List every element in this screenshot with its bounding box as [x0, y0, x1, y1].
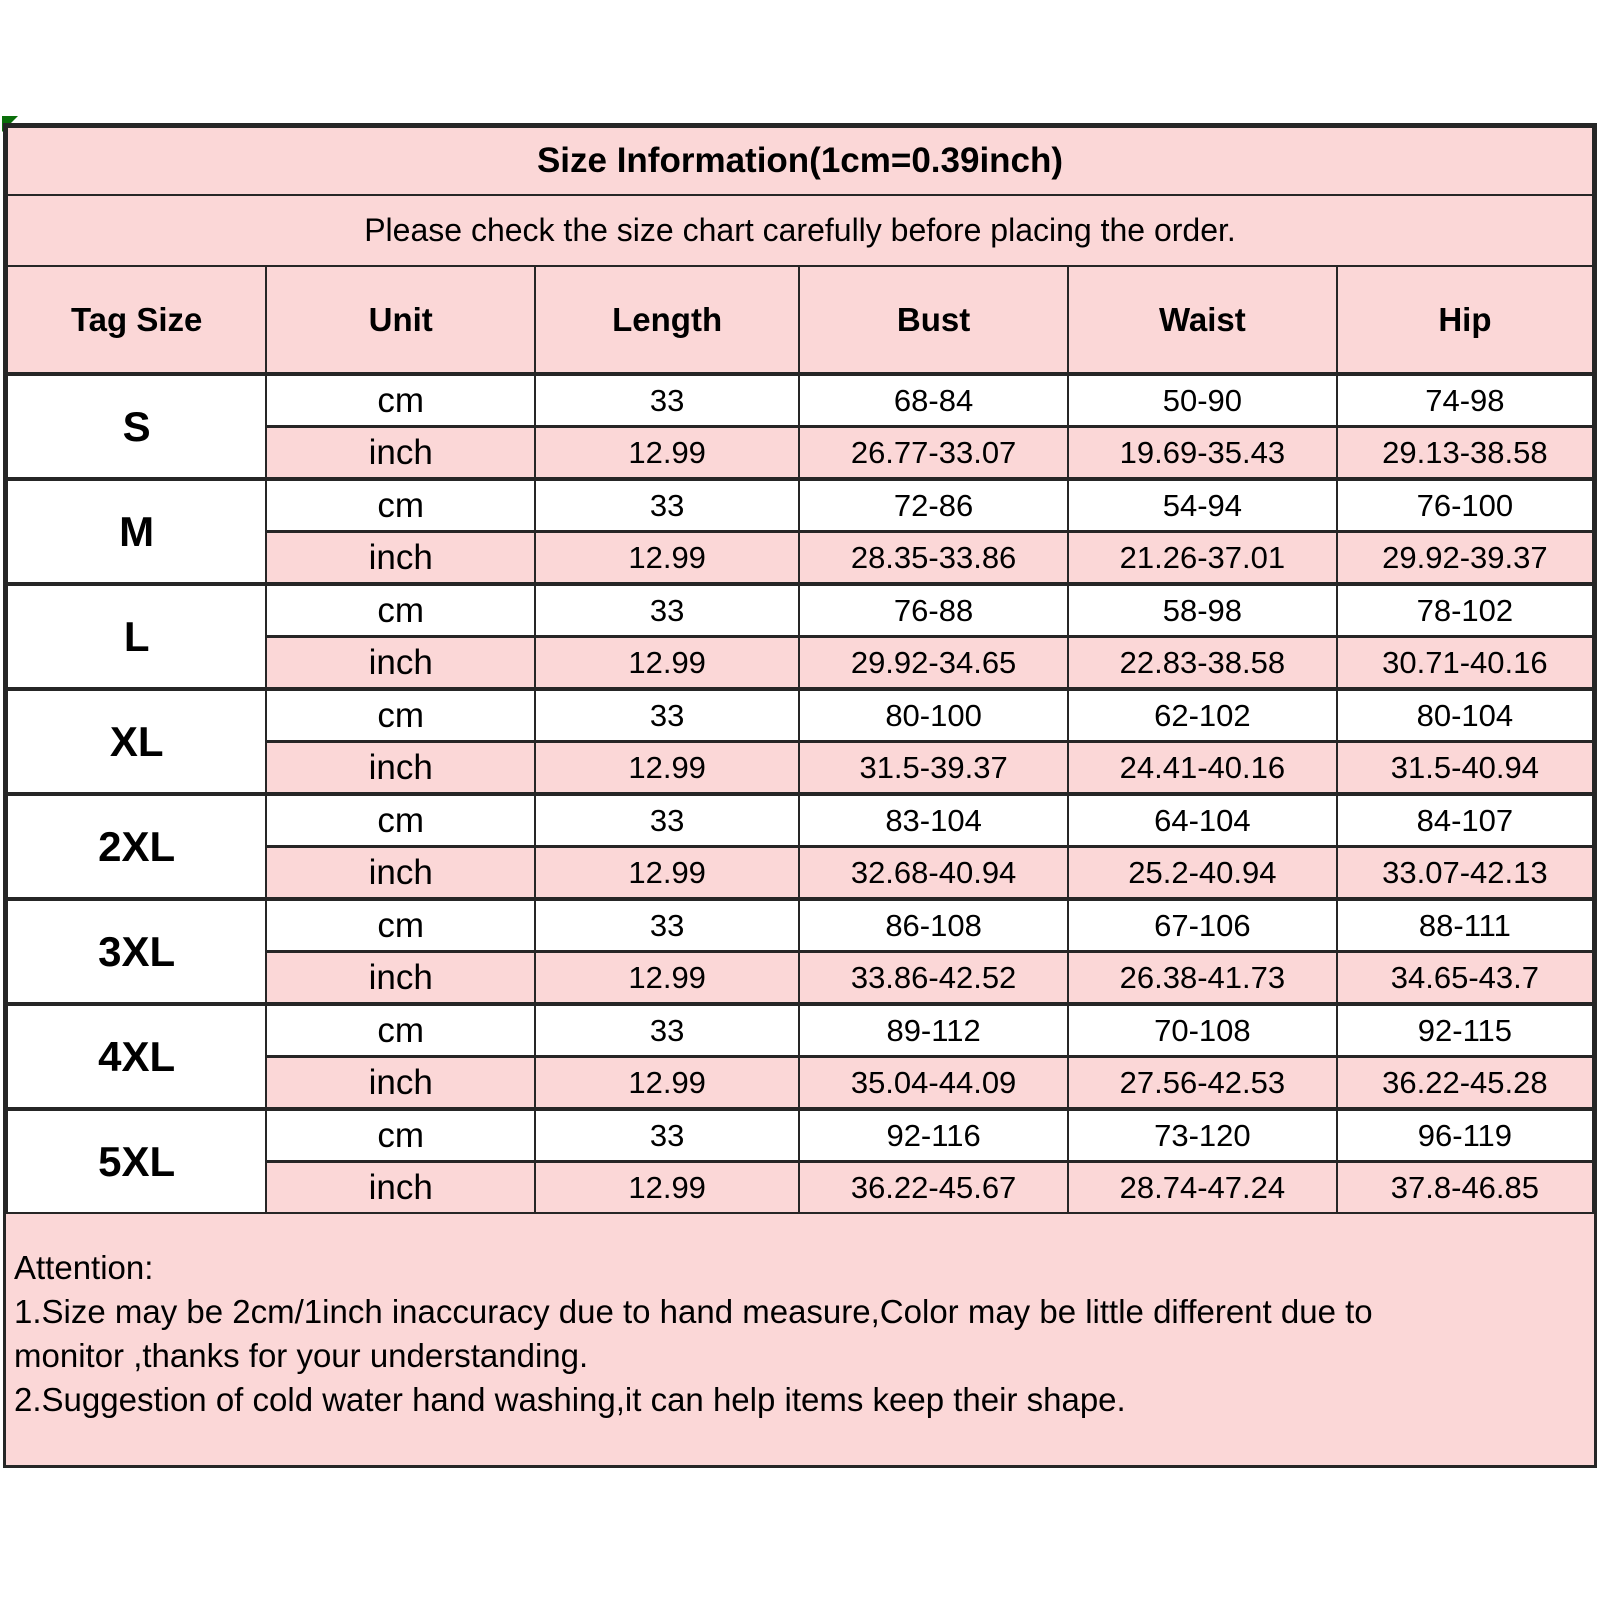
- l-cm-length: 33: [535, 584, 799, 637]
- attention-line-2: monitor ,thanks for your understanding.: [14, 1337, 589, 1374]
- 4xl-cm-hip: 92-115: [1337, 1004, 1593, 1057]
- 2xl-inch-hip: 33.07-42.13: [1337, 847, 1593, 900]
- unit-label-inch: inch: [266, 532, 535, 585]
- column-header-bust: Bust: [799, 266, 1068, 374]
- l-cm-bust: 76-88: [799, 584, 1068, 637]
- unit-label-inch: inch: [266, 952, 535, 1005]
- 3xl-cm-length: 33: [535, 899, 799, 952]
- unit-label-inch: inch: [266, 1057, 535, 1110]
- table-title: Size Information(1cm=0.39inch): [7, 127, 1593, 195]
- xl-inch-length: 12.99: [535, 742, 799, 795]
- 5xl-cm-hip: 96-119: [1337, 1109, 1593, 1162]
- title-row: [7, 127, 1593, 195]
- 3xl-inch-hip: 34.65-43.7: [1337, 952, 1593, 1005]
- attention-heading: Attention:: [14, 1249, 154, 1286]
- column-header-hip: Hip: [1337, 266, 1593, 374]
- 4xl-inch-length: 12.99: [535, 1057, 799, 1110]
- column-header-tag-size: Tag Size: [7, 266, 266, 374]
- table-row-4xl-cm: [7, 1004, 1593, 1057]
- m-cm-length: 33: [535, 479, 799, 532]
- 4xl-cm-length: 33: [535, 1004, 799, 1057]
- m-cm-hip: 76-100: [1337, 479, 1593, 532]
- s-inch-hip: 29.13-38.58: [1337, 427, 1593, 480]
- 3xl-cm-bust: 86-108: [799, 899, 1068, 952]
- 5xl-inch-length: 12.99: [535, 1162, 799, 1214]
- 4xl-inch-hip: 36.22-45.28: [1337, 1057, 1593, 1110]
- l-cm-waist: 58-98: [1068, 584, 1337, 637]
- 5xl-cm-bust: 92-116: [799, 1109, 1068, 1162]
- unit-label-cm: cm: [266, 374, 535, 427]
- unit-label-inch: inch: [266, 1162, 535, 1214]
- table-row-3xl-cm: [7, 899, 1593, 952]
- xl-cm-length: 33: [535, 689, 799, 742]
- column-header-unit: Unit: [266, 266, 535, 374]
- 2xl-cm-waist: 64-104: [1068, 794, 1337, 847]
- s-inch-bust: 26.77-33.07: [799, 427, 1068, 480]
- tag-size-3xl: 3XL: [7, 899, 266, 1004]
- 4xl-inch-waist: 27.56-42.53: [1068, 1057, 1337, 1110]
- attention-note: [6, 1214, 1594, 1465]
- m-cm-bust: 72-86: [799, 479, 1068, 532]
- subtitle-row: [7, 195, 1593, 266]
- unit-label-cm: cm: [266, 1109, 535, 1162]
- 5xl-inch-bust: 36.22-45.67: [799, 1162, 1068, 1214]
- s-cm-length: 33: [535, 374, 799, 427]
- table-row-m-cm: [7, 479, 1593, 532]
- unit-label-cm: cm: [266, 899, 535, 952]
- tag-size-l: L: [7, 584, 266, 689]
- 2xl-inch-waist: 25.2-40.94: [1068, 847, 1337, 900]
- attention-line-3: 2.Suggestion of cold water hand washing,it can help items keep their shape.: [14, 1381, 1126, 1418]
- unit-label-cm: cm: [266, 794, 535, 847]
- s-cm-hip: 74-98: [1337, 374, 1593, 427]
- s-cm-waist: 50-90: [1068, 374, 1337, 427]
- table-subtitle: Please check the size chart carefully before placing the order.: [7, 195, 1593, 266]
- 4xl-cm-waist: 70-108: [1068, 1004, 1337, 1057]
- tag-size-4xl: 4XL: [7, 1004, 266, 1109]
- unit-label-cm: cm: [266, 689, 535, 742]
- unit-label-inch: inch: [266, 637, 535, 690]
- 4xl-cm-bust: 89-112: [799, 1004, 1068, 1057]
- tag-size-xl: XL: [7, 689, 266, 794]
- header-row: [7, 266, 1593, 374]
- table-row-s-cm: [7, 374, 1593, 427]
- table-row-xl-cm: [7, 689, 1593, 742]
- table-row-l-cm: [7, 584, 1593, 637]
- unit-label-cm: cm: [266, 1004, 535, 1057]
- 2xl-inch-length: 12.99: [535, 847, 799, 900]
- xl-cm-waist: 62-102: [1068, 689, 1337, 742]
- 4xl-inch-bust: 35.04-44.09: [799, 1057, 1068, 1110]
- l-inch-hip: 30.71-40.16: [1337, 637, 1593, 690]
- 3xl-inch-waist: 26.38-41.73: [1068, 952, 1337, 1005]
- 5xl-inch-hip: 37.8-46.85: [1337, 1162, 1593, 1214]
- m-inch-hip: 29.92-39.37: [1337, 532, 1593, 585]
- 5xl-cm-length: 33: [535, 1109, 799, 1162]
- unit-label-inch: inch: [266, 427, 535, 480]
- unit-label-cm: cm: [266, 479, 535, 532]
- s-cm-bust: 68-84: [799, 374, 1068, 427]
- 5xl-inch-waist: 28.74-47.24: [1068, 1162, 1337, 1214]
- tag-size-m: M: [7, 479, 266, 584]
- xl-inch-bust: 31.5-39.37: [799, 742, 1068, 795]
- s-inch-length: 12.99: [535, 427, 799, 480]
- 2xl-cm-length: 33: [535, 794, 799, 847]
- 3xl-cm-waist: 67-106: [1068, 899, 1337, 952]
- tag-size-s: S: [7, 374, 266, 479]
- 5xl-cm-waist: 73-120: [1068, 1109, 1337, 1162]
- 3xl-cm-hip: 88-111: [1337, 899, 1593, 952]
- l-inch-waist: 22.83-38.58: [1068, 637, 1337, 690]
- l-inch-length: 12.99: [535, 637, 799, 690]
- tag-size-2xl: 2XL: [7, 794, 266, 899]
- column-header-waist: Waist: [1068, 266, 1337, 374]
- m-inch-waist: 21.26-37.01: [1068, 532, 1337, 585]
- m-inch-bust: 28.35-33.86: [799, 532, 1068, 585]
- size-table: [6, 126, 1594, 1214]
- table-row-2xl-cm: [7, 794, 1593, 847]
- 2xl-cm-hip: 84-107: [1337, 794, 1593, 847]
- unit-label-inch: inch: [266, 742, 535, 795]
- tag-size-5xl: 5XL: [7, 1109, 266, 1213]
- unit-label-inch: inch: [266, 847, 535, 900]
- 3xl-inch-length: 12.99: [535, 952, 799, 1005]
- m-inch-length: 12.99: [535, 532, 799, 585]
- 3xl-inch-bust: 33.86-42.52: [799, 952, 1068, 1005]
- unit-label-cm: cm: [266, 584, 535, 637]
- attention-line-1: 1.Size may be 2cm/1inch inaccuracy due to hand measure,Color may be little different due to: [14, 1293, 1373, 1330]
- xl-cm-bust: 80-100: [799, 689, 1068, 742]
- 2xl-inch-bust: 32.68-40.94: [799, 847, 1068, 900]
- xl-cm-hip: 80-104: [1337, 689, 1593, 742]
- xl-inch-hip: 31.5-40.94: [1337, 742, 1593, 795]
- l-inch-bust: 29.92-34.65: [799, 637, 1068, 690]
- table-row-5xl-cm: [7, 1109, 1593, 1162]
- s-inch-waist: 19.69-35.43: [1068, 427, 1337, 480]
- xl-inch-waist: 24.41-40.16: [1068, 742, 1337, 795]
- column-header-length: Length: [535, 266, 799, 374]
- size-chart-sheet: [3, 123, 1597, 1468]
- m-cm-waist: 54-94: [1068, 479, 1337, 532]
- 2xl-cm-bust: 83-104: [799, 794, 1068, 847]
- l-cm-hip: 78-102: [1337, 584, 1593, 637]
